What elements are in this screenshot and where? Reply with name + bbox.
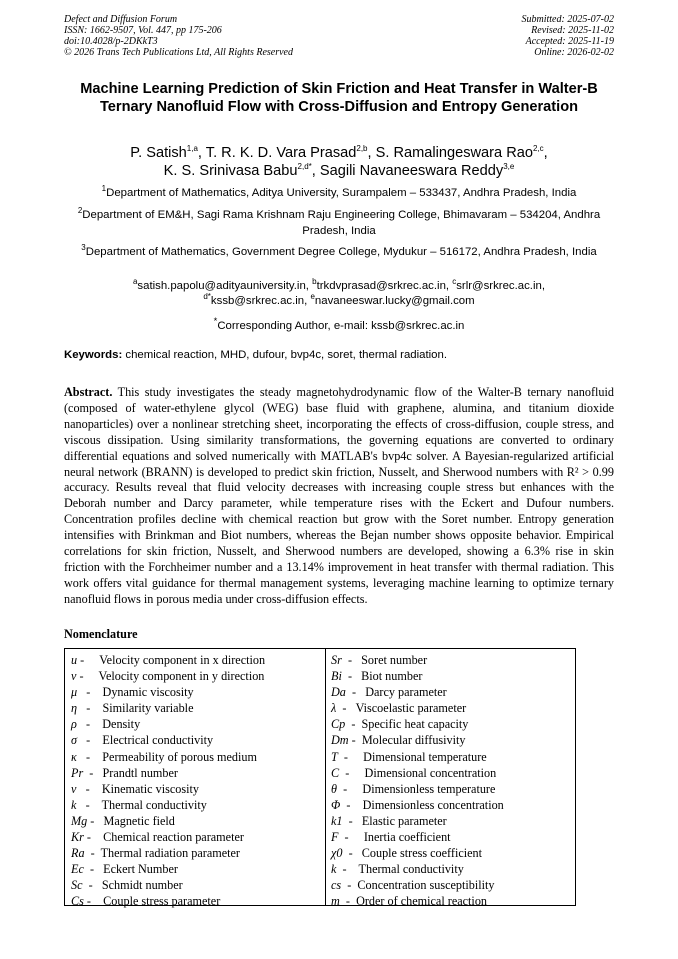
affiliation <box>64 207 614 239</box>
nomenclature-symbol: μ <box>71 685 78 700</box>
nomenclature-symbol: Ra <box>71 846 85 861</box>
nomenclature-row <box>71 732 321 748</box>
nomenclature-row <box>331 861 575 877</box>
author-sep: , <box>543 145 548 161</box>
nomenclature-description: Couple stress coefficient <box>361 846 483 861</box>
nomenclature-description: Chemical reaction parameter <box>103 830 244 845</box>
submitted-date: Submitted: 2025-07-02 <box>521 14 614 25</box>
copyright-line: © 2026 Trans Tech Publications Ltd, All Rights Reserved <box>64 47 293 58</box>
nomenclature-dash: - <box>77 653 100 667</box>
nomenclature-dash: - <box>87 813 104 828</box>
abstract-text: This study investigates the steady magnetohydrodynamic flow of the Walter-B ternary nanofluid (composed of water-ethylene glycol (WEG) base fluid with graphene, alumina, and titanium dioxide nanoparticles) over a nonlinear stretching sheet, incorporating the effects of cross-diffusion, couple stress, and viscous dissipation. Using similarity transformations, the governing equations are converted to ordinary differential equations and solved numerically with MATLAB's bvp4c solver. A Bayesian-regularized artificial neural network (BRANN) is developed to predict skin friction, Nusselt, and Sherwood numbers with R² > 0.99 accuracy. Results reveal that fluid velocity decreases with increasing couple stress but enhances with the Deborah number and Darcy parameter, while temperature rises with the Eckert and Dufour numbers. Concentration profiles decline with chemical reaction but grow with the Soret number. Entropy generation intensifies with Brinkman and Biot numbers, whereas the Bejan number shows opposite behavior. Empirical correlations for skin friction, Nusselt, and Sherwood numbers are developed, showing a 6.3% rise in skin friction with the Forchheimer number and a 13.14% improvement in heat transfer with thermal radiation. This work offers vital guidance for thermal management systems, leveraging machine learning to optimize ternary nanofluid flows in porous media under cross-diffusion effects. <box>64 385 614 606</box>
nomenclature-symbol: Cs <box>71 894 84 909</box>
nomenclature-description: Thermal conductivity <box>101 797 207 812</box>
nomenclature-description: Thermal radiation parameter <box>100 846 240 861</box>
nomenclature-row <box>331 732 575 748</box>
author-sup: 1,a <box>186 144 198 154</box>
nomenclature-table <box>64 648 576 909</box>
nomenclature-dash: - <box>341 878 358 893</box>
affiliation-sup: 2 <box>77 206 83 216</box>
nomenclature-dash: - <box>76 781 102 796</box>
author-name: T. R. K. D. Vara Prasad <box>205 145 357 161</box>
nomenclature-description: Density <box>102 717 141 732</box>
nomenclature-dash: - <box>345 717 362 732</box>
nomenclature-dash: - <box>337 781 363 796</box>
nomenclature-row <box>71 861 321 877</box>
accepted-date: Accepted: 2025-11-19 <box>525 36 614 47</box>
email-sup: b <box>312 277 317 287</box>
nomenclature-dash: - <box>338 830 364 845</box>
nomenclature-row <box>331 781 575 797</box>
nomenclature-dash: - <box>341 653 362 667</box>
journal-name: Defect and Diffusion Forum <box>64 14 178 25</box>
nomenclature-dash: - <box>340 797 363 812</box>
nomenclature-symbol: k <box>71 797 77 812</box>
nomenclature-dash: - <box>76 717 103 732</box>
nomenclature-symbol: Bi <box>331 669 342 684</box>
author-name: Sagili Navaneeswara Reddy <box>319 163 504 179</box>
author-name: S. Ramalingeswara Rao <box>375 145 533 161</box>
author-sup: 2,d* <box>297 162 312 172</box>
nomenclature-row <box>71 845 321 861</box>
nomenclature-description: Concentration susceptibility <box>357 878 495 893</box>
nomenclature-symbol: κ <box>71 749 77 764</box>
author-sep: , <box>367 145 376 161</box>
nomenclature-row <box>71 652 321 668</box>
email-sup: c <box>452 277 457 287</box>
affiliation-sup: 3 <box>81 243 86 253</box>
nomenclature-description: Specific heat capacity <box>361 717 469 732</box>
nomenclature-row <box>71 797 321 813</box>
nomenclature-symbol: C <box>331 765 340 780</box>
online-date: Online: 2026-02-02 <box>534 47 614 58</box>
nomenclature-description: Darcy parameter <box>365 685 447 700</box>
email-sup: a <box>132 277 138 287</box>
nomenclature-dash: - <box>76 749 103 764</box>
nomenclature-dash: - <box>77 701 103 716</box>
nomenclature-description: Thermal conductivity <box>358 862 464 877</box>
author-sup: 3,e <box>503 162 515 172</box>
author-sup: 2,b <box>356 144 368 154</box>
nomenclature-description: Similarity variable <box>102 701 194 716</box>
nomenclature-symbol: F <box>331 830 339 845</box>
nomenclature-description: Elastic parameter <box>361 813 447 828</box>
nomenclature-symbol: Ec <box>71 862 84 877</box>
author-name: K. S. Srinivasa Babu <box>163 163 298 179</box>
nomenclature-description: Prandtl number <box>102 765 178 780</box>
nomenclature-dash: - <box>339 765 365 780</box>
nomenclature-row <box>331 668 575 684</box>
nomenclature-dash: - <box>83 862 104 877</box>
nomenclature-row <box>71 893 321 909</box>
email-list <box>64 279 614 309</box>
nomenclature-right-column <box>331 652 575 910</box>
author-sup: 2,c <box>532 144 544 154</box>
nomenclature-dash: - <box>337 749 364 764</box>
nomenclature-row <box>71 716 321 732</box>
nomenclature-symbol: Kr <box>71 830 84 845</box>
nomenclature-symbol: Sr <box>331 653 342 667</box>
nomenclature-symbol: Sc <box>71 878 83 893</box>
nomenclature-dash: - <box>84 846 101 861</box>
revised-date: Revised: 2025-11-02 <box>531 25 614 36</box>
affiliation-text: Department of EM&H, Sagi Rama Krishnam Raju Engineering College, Bhimavaram – 534204, Andhra Pradesh, India <box>82 209 601 237</box>
email-link[interactable]: navaneeswar.lucky@gmail.com <box>314 295 475 307</box>
nomenclature-dash: - <box>76 669 99 684</box>
author-list <box>64 144 614 180</box>
nomenclature-dash: - <box>77 733 103 748</box>
nomenclature-description: Velocity component in x direction <box>99 653 266 667</box>
nomenclature-row <box>331 765 575 781</box>
corresponding-sup: * <box>213 316 218 327</box>
corresponding-author <box>64 314 614 334</box>
nomenclature-row <box>71 668 321 684</box>
nomenclature-symbol: Φ <box>331 797 341 812</box>
nomenclature-dash: - <box>76 797 102 812</box>
nomenclature-dash: - <box>82 878 102 893</box>
dates-info <box>522 14 615 58</box>
author-name: P. Satish <box>130 145 187 161</box>
author-sep: , <box>311 163 320 179</box>
abstract <box>64 385 614 608</box>
nomenclature-description: Schmidt number <box>101 878 183 893</box>
nomenclature-description: Dimensional concentration <box>364 765 497 780</box>
nomenclature-symbol: σ <box>71 733 78 748</box>
email-link[interactable]: trkdvprasad@srkrec.ac.in, <box>316 280 453 292</box>
nomenclature-symbol: ν <box>71 781 77 796</box>
nomenclature-dash: - <box>339 894 357 909</box>
nomenclature-row <box>71 829 321 845</box>
nomenclature-row <box>71 813 321 829</box>
keywords <box>64 348 614 363</box>
nomenclature-dash: - <box>336 862 359 877</box>
nomenclature-row <box>331 813 575 829</box>
nomenclature-heading: Nomenclature <box>64 627 138 641</box>
nomenclature-symbol: m <box>331 894 340 909</box>
nomenclature-description: Magnetic field <box>103 813 175 828</box>
nomenclature-symbol: k <box>331 862 337 877</box>
nomenclature-symbol: Pr <box>71 765 84 780</box>
nomenclature-row <box>331 684 575 700</box>
nomenclature-symbol: Cp <box>331 717 346 732</box>
nomenclature-description: Permeability of porous medium <box>102 749 257 764</box>
nomenclature-dash: - <box>341 669 362 684</box>
nomenclature-description: Dynamic viscosity <box>102 685 194 700</box>
nomenclature-description: Kinematic viscosity <box>101 781 199 796</box>
nomenclature-symbol: Da <box>331 685 346 700</box>
nomenclature-description: Dimensionless concentration <box>362 797 504 812</box>
nomenclature-dash: - <box>345 685 366 700</box>
nomenclature-row <box>71 700 321 716</box>
nomenclature-symbol: θ <box>331 781 337 796</box>
nomenclature-dash: - <box>77 685 103 700</box>
nomenclature-description: Couple stress parameter <box>103 894 221 909</box>
nomenclature-symbol: v <box>71 669 77 684</box>
email-sup: e <box>310 292 315 302</box>
nomenclature-description: Eckert Number <box>103 862 178 877</box>
nomenclature-symbol: λ <box>331 701 337 716</box>
nomenclature-row <box>71 684 321 700</box>
nomenclature-dash: - <box>342 813 362 828</box>
nomenclature-row <box>331 845 575 861</box>
nomenclature-description: Molecular diffusivity <box>361 733 466 748</box>
nomenclature-dash: - <box>342 846 362 861</box>
nomenclature-description: Order of chemical reaction <box>356 894 488 909</box>
nomenclature-dash: - <box>83 765 103 780</box>
issn-line: ISSN: 1662-9507, Vol. 447, pp 175-206 <box>64 25 222 36</box>
nomenclature-symbol: u <box>71 653 78 667</box>
nomenclature-row <box>331 652 575 668</box>
nomenclature-description: Dimensionless temperature <box>362 781 496 796</box>
nomenclature-dash: - <box>348 733 362 748</box>
nomenclature-row <box>331 829 575 845</box>
nomenclature-symbol: T <box>331 749 338 764</box>
nomenclature-description: Velocity component in y direction <box>98 669 265 684</box>
keywords-text: chemical reaction, MHD, dufour, bvp4c, soret, thermal radiation. <box>122 349 448 361</box>
affiliation <box>64 244 614 260</box>
nomenclature-dash: - <box>83 830 104 845</box>
nomenclature-symbol: ρ <box>71 717 77 732</box>
nomenclature-description: Dimensional temperature <box>363 749 487 764</box>
nomenclature-row <box>331 749 575 765</box>
email-link[interactable]: kssb@srkrec.ac.in, <box>210 295 311 307</box>
affiliation-text: Department of Mathematics, Government Degree College, Mydukur – 516172, Andhra Pradesh, India <box>85 246 597 258</box>
nomenclature-dash: - <box>336 701 356 716</box>
email-link[interactable]: srlr@srkrec.ac.in, <box>456 280 546 292</box>
nomenclature-row <box>331 700 575 716</box>
nomenclature-left-column <box>71 652 321 910</box>
nomenclature-description: Soret number <box>361 653 428 667</box>
nomenclature-row <box>331 893 575 909</box>
nomenclature-symbol: Mg <box>71 813 88 828</box>
nomenclature-symbol: Dm <box>331 733 349 748</box>
author-sep: , <box>197 145 206 161</box>
nomenclature-row <box>331 716 575 732</box>
nomenclature-row <box>71 877 321 893</box>
nomenclature-symbol: k1 <box>331 813 343 828</box>
nomenclature-row <box>71 765 321 781</box>
keywords-label: Keywords: <box>64 349 123 361</box>
table-divider <box>325 649 326 905</box>
nomenclature-symbol: η <box>71 701 78 716</box>
nomenclature-row <box>331 877 575 893</box>
nomenclature-symbol: cs <box>331 878 342 893</box>
nomenclature-description: Inertia coefficient <box>363 830 451 845</box>
nomenclature-dash: - <box>83 894 104 909</box>
nomenclature-row <box>331 797 575 813</box>
nomenclature-description: Electrical conductivity <box>102 733 214 748</box>
corresponding-text: Corresponding Author, e-mail: kssb@srkrec.ac.in <box>217 319 465 332</box>
doi-line: doi:10.4028/p-2DKkT3 <box>64 36 158 47</box>
nomenclature-description: Biot number <box>361 669 423 684</box>
nomenclature-row <box>71 749 321 765</box>
abstract-label: Abstract. <box>64 385 113 399</box>
affiliation <box>64 185 614 201</box>
email-sup: d* <box>203 292 211 302</box>
nomenclature-row <box>71 781 321 797</box>
email-link[interactable]: satish.papolu@adityauniversity.in, <box>137 280 313 292</box>
nomenclature-symbol: χ0 <box>331 846 343 861</box>
journal-info <box>64 14 293 58</box>
affiliation-text: Department of Mathematics, Aditya University, Surampalem – 533437, Andhra Pradesh, India <box>106 187 577 199</box>
paper-title: Machine Learning Prediction of Skin Friction and Heat Transfer in Walter-B Ternary Nanofluid Flow with Cross-Diffusion and Entropy Generation <box>80 81 598 115</box>
nomenclature-description: Viscoelastic parameter <box>355 701 467 716</box>
affiliation-sup: 1 <box>101 184 107 194</box>
